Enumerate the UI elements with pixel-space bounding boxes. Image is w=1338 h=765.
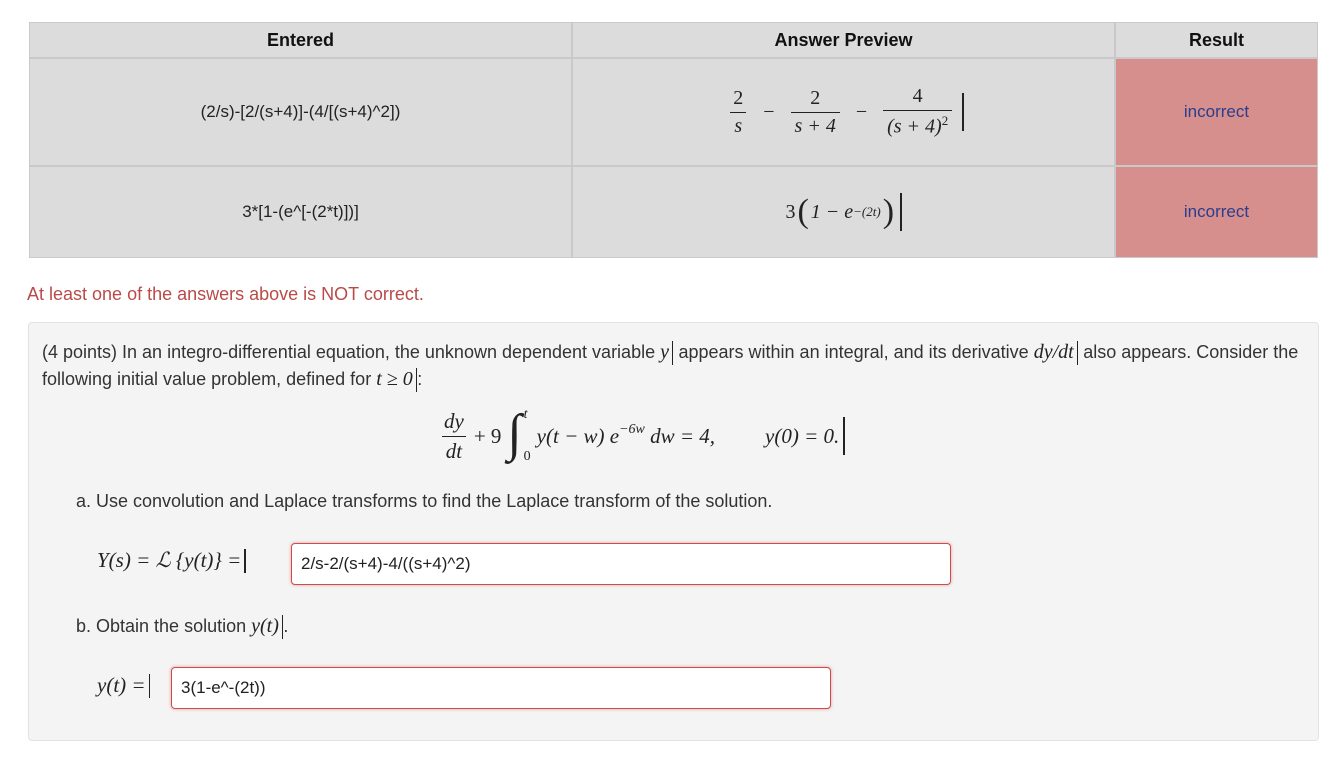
header-answer-preview: Answer Preview — [572, 22, 1115, 58]
part-a-text: a. Use convolution and Laplace transforms to find the Laplace transform of the solution. — [76, 491, 773, 511]
entered-cell: (2/s)-[2/(s+4)]-(4/[(s+4)^2]) — [29, 58, 572, 166]
incorrect-warning: At least one of the answers above is NOT correct. — [27, 284, 424, 304]
preview-cell — [572, 166, 1115, 258]
table-row — [29, 166, 1318, 258]
answer-b-input[interactable]: 3(1-e^-(2t)) — [171, 667, 831, 709]
problem-statement: (4 points) In an integro-differential equation, the unknown dependent variable y appears within an integral, and its derivative dy/dt also appears. Consider the following initial value problem, defined for t ≥ 0 : — [42, 339, 1302, 393]
table-row — [29, 58, 1318, 166]
header-entered: Entered — [29, 22, 572, 58]
result-cell: incorrect — [1115, 166, 1318, 258]
answer-preview: $\frac{2}{s}$ − $\frac{2}{s + 4}$ − $\frac{4}{(s + 4)^2}$ — [723, 85, 963, 139]
part-b-label: y(t) = — [97, 673, 150, 698]
answer-preview: 3 ( 1 − e −(2t) ) — [785, 193, 901, 231]
preview-cell — [572, 58, 1115, 166]
part-b-text: b. Obtain the solution y(t) . — [76, 615, 288, 639]
header-result: Result — [1115, 22, 1318, 58]
attempts-table — [28, 21, 1319, 259]
integro-differential-equation: $\frac{dy}{dt}$ + 9 ∫ t 0 y(t − w) e $^{-6w}$ dw = 4, y(0) = 0. — [434, 407, 845, 465]
part-a-label: Y(s) = ℒ {y(t)} = — [97, 548, 246, 573]
entered-cell: 3*[1-(e^[-(2*t)])] — [29, 166, 572, 258]
problem-panel — [28, 322, 1319, 741]
result-cell: incorrect — [1115, 58, 1318, 166]
answer-a-input[interactable]: 2/s-2/(s+4)-4/((s+4)^2) — [291, 543, 951, 585]
